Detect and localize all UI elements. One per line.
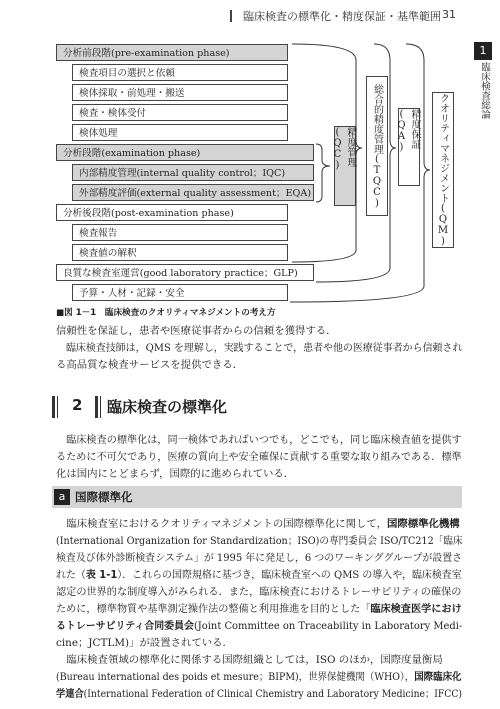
diagram-box-interpretation: 検査値の解釈 [72,244,288,261]
figure-caption: ■図 1－1 臨床検査のクオリティマネジメントの考え方 [56,308,276,318]
chapter-tab-label: 臨床検査総論 [479,62,490,119]
body-line-11: 学連合(International Federation of Clinical Chemistry and Laboratory Medicine；IFCC) [56,688,463,700]
section-title: 臨床検査の標準化 [107,398,228,416]
diagram-brackets [0,0,500,320]
diagram-box-iqc: 内部精度管理(internal quality control；IQC) [72,164,314,181]
body-line-4: れた（表 1-1）．これらの国際規格に基づき，臨床検査室への QMS の導入や，臨床検査室 [56,569,462,581]
subsection-mark: a [54,489,70,505]
diagram-box-specimen-collection: 検体採取・前処理・搬送 [72,84,288,101]
body-line-8: cine；JCTLM)」が設置されている． [56,637,233,649]
intro-line-3: る高品質な検査サービスを提供できる． [56,359,244,371]
body-line-1: 臨床検査室におけるクオリティマネジメントの国際標準化に関して，国際標準化機構 [56,518,460,530]
diagram-label-qm: クオリティマネジメント(QM) [432,92,454,248]
diagram-box-eqa: 外部精度評価(external quality assessment；EQA) [72,184,314,201]
diagram-label-qc: 精度管理(QC) [334,126,356,206]
section-number: 2 [72,396,83,414]
section-bar-left [52,396,55,418]
diagram-box-post-examination: 分析後段階(post-examination phase) [56,204,288,221]
body-line-5: 認定の世界的な制度導入がみられる．また，臨床検査におけるトレーサビリティの確保の [56,586,462,598]
subsection-title: 国際標準化 [75,490,133,504]
section-line-1: 臨床検査の標準化は，同一検体であればいつでも，どこでも，同じ臨床検査値を提供す [56,434,462,446]
body-line-10: (Bureau international des poids et mesure；BIPM)，世界保健機関（WHO），国際臨床化 [56,671,462,683]
diagram-label-tqc: 総合的精度管理(TQC) [366,76,388,216]
diagram-box-examination: 分析段階(examination phase) [56,144,314,161]
section-line-2: るために不可欠であり，医療の質向上や安全確保に貢献する重要な取り組みである．標準 [56,451,462,463]
body-line-2: (International Organization for Standardization；ISO)の専門委員会 ISO/TC212「臨床 [56,535,463,547]
running-title: 臨床検査の標準化・精度保証・基準範囲 [243,10,441,23]
diagram-box-pre-examination: 分析前段階(pre-examination phase) [56,44,288,61]
section-bar-right [95,396,98,418]
section-bar-left-thin [57,396,58,418]
body-line-9: 臨床検査領域の標準化に関係する国際組織としては，ISO のほか，国際度量衡局 [56,654,443,666]
diagram-box-specimen-processing: 検体処理 [72,124,288,141]
body-line-3: 検査及び体外診断検査システム」が 1995 年に発足し，6 つのワーキンググループが設置さ [56,552,463,564]
diagram-box-report: 検査報告 [72,224,288,241]
section-bar-right-thin [100,396,101,418]
body-line-7: るトレーサビリティ合同委員会(Joint Committee on Traceability in Laboratory Medi- [56,620,463,632]
diagram-box-test-selection: 検査項目の選択と依頼 [72,64,288,81]
diagram-box-reception: 検査・検体受付 [72,104,288,121]
diagram-label-qa: 精度保証(QA) [398,108,420,186]
diagram-box-glp: 良質な検査室運営(good laboratory practice；GLP) [56,264,314,281]
section-line-3: 化は国内にとどまらず，国際的に進められている． [56,468,295,480]
chapter-tab-number: 1 [474,42,492,60]
page-number: 31 [442,8,456,21]
intro-line-1: 信頼性を保証し，患者や医療従事者からの信頼を獲得する． [56,325,337,337]
body-line-6: ために，標準物質や基準測定操作法の整備と利用推進を目的とした「臨床検査医学におけ [56,603,462,615]
intro-line-2: 臨床検査技師は，QMS を理解し，実践することで，患者や他の医療従事者から信頼され [56,342,463,354]
diagram-box-budget: 予算・人材・記録・安全 [72,284,288,301]
